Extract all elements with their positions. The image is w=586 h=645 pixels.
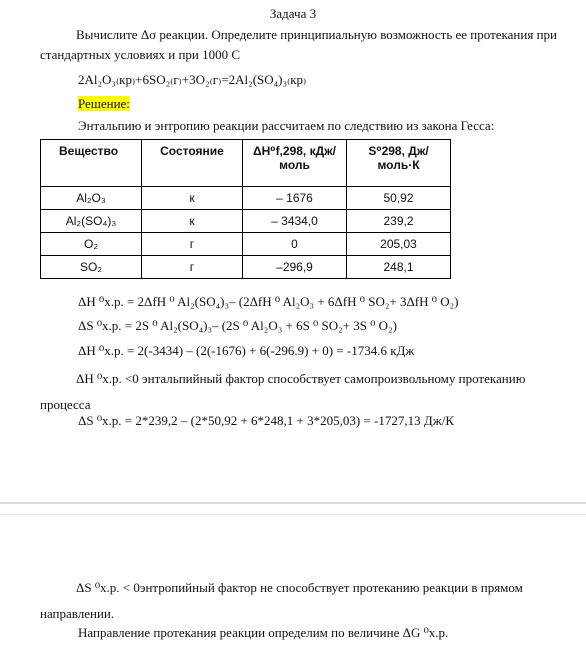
cell-substance: Al₂O₃ (41, 187, 142, 210)
header-entropy: S⁰298, Дж/моль·К (347, 140, 451, 187)
cell-entropy: 50,92 (347, 187, 451, 210)
cell-substance: Al₂(SO₄)₃ (41, 210, 142, 233)
page-title: Задача 3 (269, 6, 317, 21)
table-row (41, 187, 451, 210)
cell-enthalpy: – 3434,0 (243, 210, 347, 233)
entropy-formula: ΔS ⁰х.р. = 2S ⁰ Al₂(SO₄)₃– (2S ⁰ Al₂O₃ + 6S ⁰ SO₂+ 3S ⁰ O₂) (78, 318, 397, 333)
cell-entropy: 248,1 (347, 256, 451, 279)
header-enthalpy: ΔH⁰f,298, кДж/моль (243, 140, 347, 187)
cell-state: к (142, 187, 243, 210)
header-substance: Вещество (41, 140, 142, 187)
cell-state: г (142, 256, 243, 279)
solution-label (78, 96, 130, 112)
table-row (41, 210, 451, 233)
intro-text: Энтальпию и энтропию реакции рассчитаем по следствию из закона Гесса: (78, 118, 495, 133)
task-text: Вычислите Δσ реакции. Определите принципиальную возможность ее протекания при стандартных условиях и при 1000 С (40, 27, 557, 62)
cell-entropy: 239,2 (347, 210, 451, 233)
reaction-equation: 2Al₂O₃₍кр₎+6SO₂₍г₎+3O₂₍г₎=2Al₂(SO₄)₃₍кр₎ (78, 72, 307, 87)
header-state: Состояние (142, 140, 243, 187)
entropy-conclusion: ΔS ⁰х.р. < 0энтропийный фактор не способствует протеканию реакции в прямом направлении. (40, 580, 523, 621)
cell-substance: O₂ (41, 233, 142, 256)
cell-substance: SO₂ (41, 256, 142, 279)
solution-label-text: Решение: (78, 96, 130, 111)
direction-text: Направление протекания реакции определим по величине ΔG ⁰х.р. (78, 625, 449, 640)
enthalpy-calculation: ΔH ⁰х.р. = 2(-3434) – (2(-1676) + 6(-296.9) + 0) = -1734.6 кДж (78, 343, 415, 358)
data-table (40, 139, 451, 279)
cell-enthalpy: – 1676 (243, 187, 347, 210)
table-header-row (41, 140, 451, 187)
page-separator (0, 502, 586, 504)
table-row (41, 233, 451, 256)
cell-enthalpy: –296,9 (243, 256, 347, 279)
cell-entropy: 205,03 (347, 233, 451, 256)
entropy-calculation: ΔS ⁰х.р. = 2*239,2 – (2*50,92 + 6*248,1 + 3*205,03) = -1727,13 Дж/К (78, 413, 454, 428)
cell-enthalpy: 0 (243, 233, 347, 256)
enthalpy-formula: ΔH ⁰х.р. = 2ΔfH ⁰ Al₂(SO₄)₃– (2ΔfH ⁰ Al₂O₃ + 6ΔfH ⁰ SO₂+ 3ΔfH ⁰ O₂) (78, 294, 459, 309)
cell-state: к (142, 210, 243, 233)
table-row (41, 256, 451, 279)
cell-state: г (142, 233, 243, 256)
enthalpy-conclusion: ΔH ⁰х.р. <0 энтальпийный фактор способствует самопроизвольному протеканию процесса (40, 371, 526, 412)
page-separator-shadow (0, 514, 586, 515)
